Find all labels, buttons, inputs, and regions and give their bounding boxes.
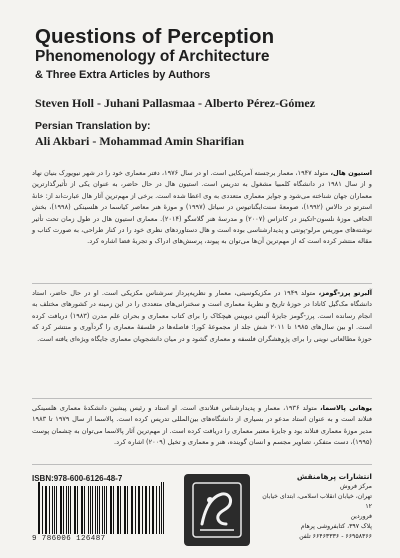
- barcode-bars: [38, 486, 166, 534]
- english-title-block: [35, 26, 375, 148]
- barcode-bar: [118, 486, 119, 534]
- publisher-info: [254, 472, 372, 542]
- publisher-logo-icon: [190, 480, 244, 540]
- publisher-logo: [184, 474, 250, 546]
- barcode-bar: [66, 486, 67, 534]
- barcode-bar: [77, 486, 78, 534]
- barcode-bar: [88, 486, 89, 534]
- barcode-bar: [113, 486, 114, 534]
- translators: Ali Akbari - Mohammad Amin Sharifian: [35, 134, 245, 148]
- barcode-bar: [54, 486, 55, 534]
- isbn-label: ISBN:978-600-6126-48-7: [32, 474, 123, 483]
- publisher-name: انتشارات پرهامنقش: [296, 472, 372, 481]
- book-subtitle: Phenomenology of Architecture: [35, 48, 270, 65]
- barcode-bar: [84, 486, 85, 534]
- publisher-line: پلاک ۳۹۷، کتابفروشی پرهام: [300, 523, 372, 530]
- authors: Steven Holl - Juhani Pallasmaa - Alberto Pérez-Gómez: [35, 96, 316, 110]
- barcode-bar: [49, 486, 50, 534]
- book-subtitle-extra: & Three Extra Articles by Authors: [35, 69, 211, 81]
- divider: [32, 398, 372, 399]
- barcode-bar: [159, 486, 160, 534]
- footer: [32, 470, 372, 550]
- barcode-bar: [56, 486, 57, 534]
- translation-label: Persian Translation by:: [35, 120, 151, 132]
- barcode-number: 9 786006 126487: [32, 535, 106, 543]
- barcode: [32, 486, 172, 546]
- barcode-bar: [132, 486, 133, 534]
- bio-text: متولد ۱۹۳۶، معمار و پدیدارشناس فنلاندی است. او استاد و رئیس پیشین دانشکدهٔ معماری هلسینکی فنلاند است و به عنوان استاد مدعو در بسیاری از دانشگاه‌های بین‌المللی تدریس کرده است. پالاسما از سال ۱۹۷۹ تا ۱۹۸۳ مدیر موزهٔ معماری فنلاند بود و جایزهٔ معتبر معماری را دریافت کرده است. از مهم‌ترین آثار پالاسما می‌توان به چشمان پوست (۱۹۹۵)، دست متفکر، تصاویر مجسم و انسان گوینده، هنر و معماری و تخیل (۲۰۰۹) اشاره کرد.: [32, 404, 372, 447]
- barcode-block: [32, 474, 172, 552]
- publisher-line: ۶۶۹۵۸۳۶۶ - ۶۶۴۶۳۳۳۶ تلفن: [299, 533, 372, 540]
- barcode-bar: [42, 486, 43, 534]
- divider: [32, 464, 372, 465]
- barcode-bar: [139, 486, 140, 534]
- bio-name: یوهانی پالاسما،: [320, 404, 373, 412]
- book-title: Questions of Perception: [35, 25, 275, 48]
- bio-name: آلبرتو پرز-گومز،: [318, 289, 372, 297]
- barcode-bar: [102, 486, 103, 534]
- bio-juhani-pallasmaa: [32, 403, 372, 449]
- barcode-bar: [153, 486, 154, 534]
- bio-steven-holl: [32, 168, 372, 248]
- bio-alberto-perez-gomez: [32, 288, 372, 345]
- barcode-bar: [127, 486, 128, 534]
- bio-text: متولد ۱۹۴۷، معمار برجسته آمریکایی است. او در سال ۱۹۷۶، دفتر معماری خود را در شهر نیویورک بنیان نهاد و از سال ۱۹۸۱ در دانشگاه کلمبیا مشغول به تدریس است. استیون هال در حال حاضر، به عنوان یکی از تأثیرگذارترین معماران جهان شناخته می‌شود و جوایز معماری متعددی به وی اعطا شده است. برخی از مهم‌ترین آثار هال عبارت‌اند از: خانهٔ استرتو در دالاس (۱۹۹۲)، صومعهٔ سنت‌ایگناتیوس در سیاتل (۱۹۹۷) و موزهٔ هنر معاصر کیاسما در هلسینکی (۱۹۹۸)، بخش الحاقی موزهٔ نلسون-اتکینز در کانزاس (۲۰۰۷) و مدرسهٔ هنر گلاسگو (۲۰۱۴). معماری استیون هال در طول زمان تحت تأثیر نوشته‌های موریس مرلو-پونتی و پدیدارشناسی بوده است و هال دستاوردهای نظری خود را در کنار طراحی، به صورت کتاب و مقاله منتشر کرده است که از مهم‌ترین آن‌ها می‌توان به پیوند، پرسش‌های ادراک و تجربهٔ فضا اشاره کرد.: [32, 169, 372, 246]
- barcode-bar: [106, 486, 107, 534]
- publisher-line: فروردین: [350, 513, 372, 520]
- publisher-line: مرکز فروش: [340, 483, 372, 490]
- barcode-bar: [95, 486, 96, 534]
- bio-text: متولد ۱۹۴۹ در مکزیکوسیتی، معمار و نظریه‌پرداز سرشناس مکزیکی است. او در حال حاضر، استاد دانشگاه مک‌گیل کانادا در حوزهٔ تاریخ و نظریهٔ معماری است و سخنرانی‌های متعددی را در این زمینه در کشورهای مختلف به انجام رسانده است. پرز-گومز جایزهٔ آلیس دیویس هیچکاک را برای کتاب معماری و بحران علم مدرن (۱۹۸۳) دریافت کرده است. او بین سال‌های ۱۹۸۵ تا ۲۰۱۱ شش جلد از مجموعهٔ کورا: فاصله‌ها در فلسفهٔ معماری را گردآوری و منتشر کرد که حوزهٔ مطالعاتی نوینی را برای پژوهشگران فلسفه و معماری گشود و در میان دانشجویان معماری جایگاه ویژه‌ای یافته است.: [32, 289, 372, 343]
- barcode-bar: [146, 486, 147, 534]
- publisher-line: تهران، خیابان انقلاب اسلامی، ابتدای خیابان ۱۲: [262, 493, 372, 510]
- bio-name: استیون هال،: [330, 169, 372, 177]
- divider: [32, 283, 372, 284]
- barcode-bar: [70, 486, 71, 534]
